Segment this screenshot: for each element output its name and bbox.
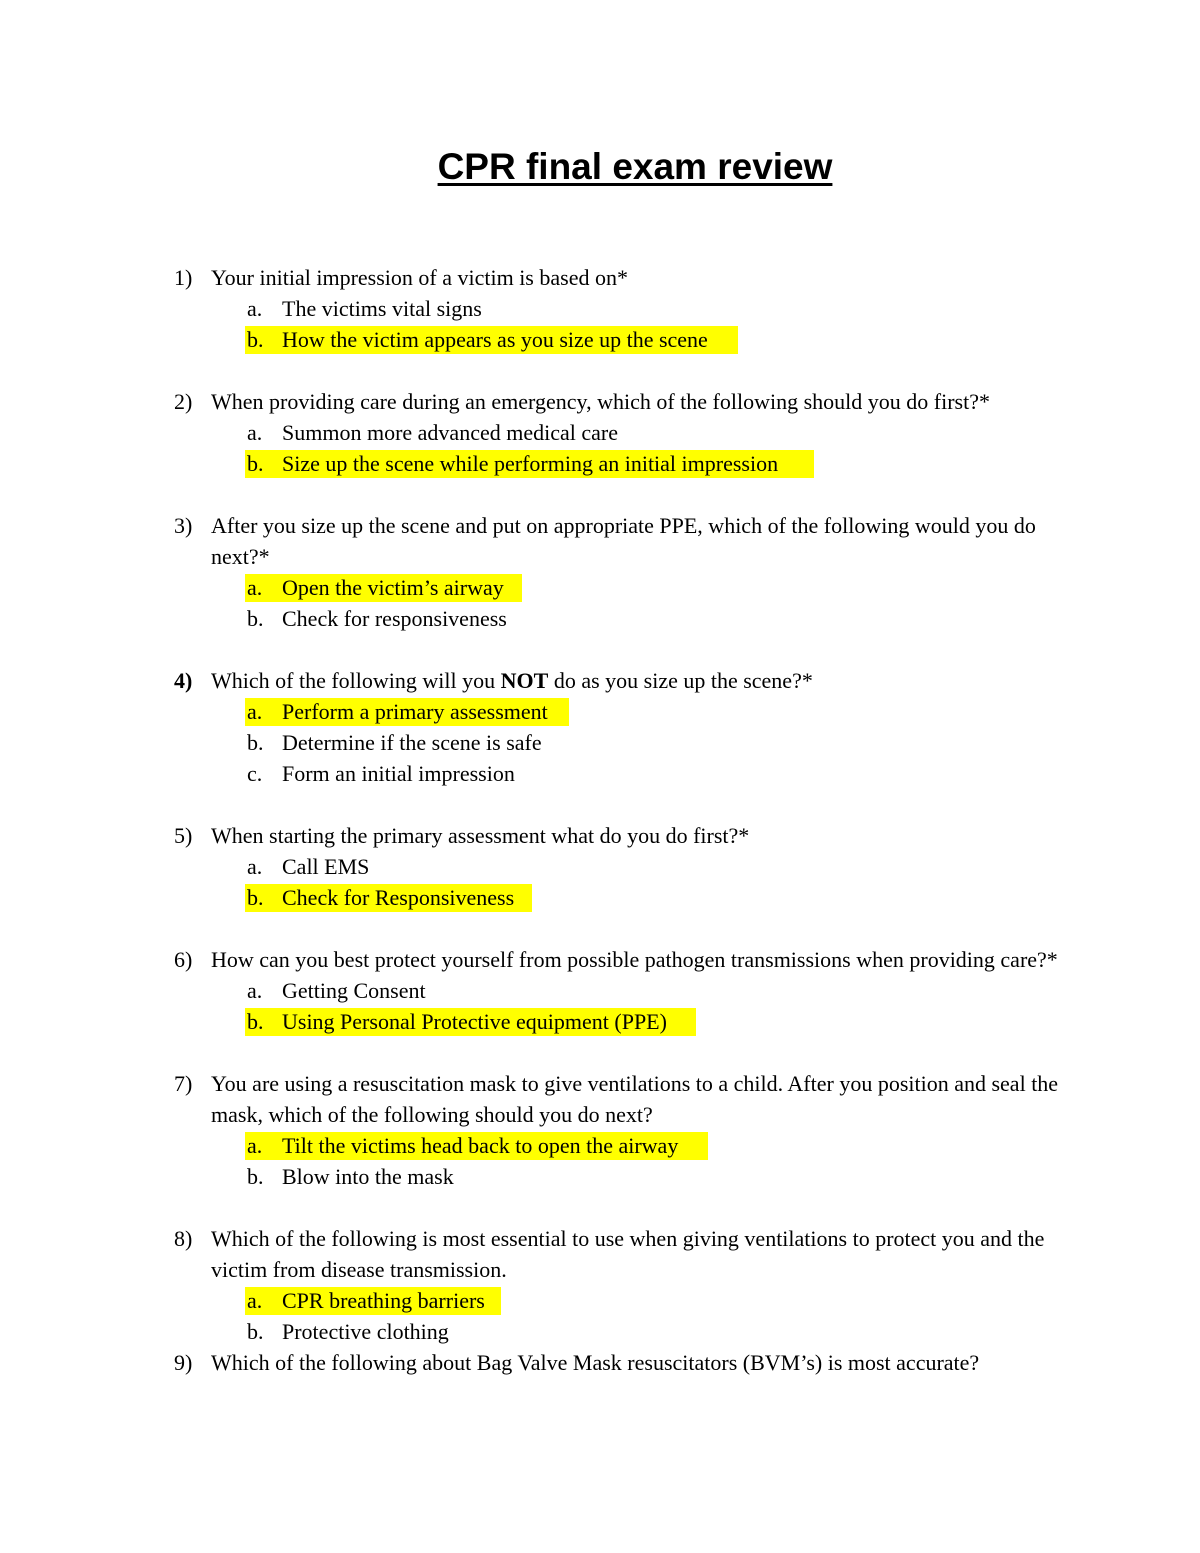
- option-letter: a.: [247, 420, 263, 445]
- option-letter: a.: [247, 575, 263, 600]
- question-1: [0, 262, 1200, 355]
- answer-option-correct: [0, 1006, 1200, 1037]
- option-text: Protective clothing: [282, 1319, 449, 1344]
- option-text: CPR breathing barriers: [282, 1288, 485, 1313]
- question-9: [0, 1347, 1200, 1378]
- option-text: Open the victim’s airway: [282, 575, 504, 600]
- answer-option: [0, 1161, 1200, 1192]
- question-number: 8): [174, 1226, 193, 1251]
- question-2: [0, 386, 1200, 479]
- option-text: Blow into the mask: [282, 1164, 454, 1189]
- option-letter: a.: [247, 1288, 263, 1313]
- answer-options: [0, 417, 1200, 479]
- answer-options: [0, 975, 1200, 1037]
- question-number: 7): [174, 1071, 193, 1096]
- page-title: CPR final exam review: [437, 146, 833, 187]
- option-text: Using Personal Protective equipment (PPE): [282, 1009, 667, 1034]
- option-letter: a.: [247, 1133, 263, 1158]
- option-text: Check for responsiveness: [282, 606, 507, 631]
- option-letter: b.: [247, 1164, 264, 1189]
- answer-option-correct: [0, 882, 1200, 913]
- option-text: Call EMS: [282, 854, 370, 879]
- answer-option: [0, 293, 1200, 324]
- option-letter: a.: [247, 978, 263, 1003]
- option-text: The victims vital signs: [282, 296, 482, 321]
- question-number: 1): [174, 265, 193, 290]
- question-text: How can you best protect yourself from possible pathogen transmissions when providing care?*: [211, 947, 1058, 972]
- question-text: When providing care during an emergency, which of the following should you do first?*: [211, 389, 990, 414]
- option-letter: b.: [247, 885, 264, 910]
- option-letter: b.: [247, 1009, 264, 1034]
- question-text: Your initial impression of a victim is based on*: [211, 265, 628, 290]
- option-text: Tilt the victims head back to open the airway: [282, 1133, 679, 1158]
- answer-option: [0, 975, 1200, 1006]
- question-8: [0, 1223, 1200, 1347]
- answer-options: [0, 572, 1200, 634]
- option-letter: b.: [247, 451, 264, 476]
- option-text: How the victim appears as you size up the scene: [282, 327, 708, 352]
- option-letter: a.: [247, 699, 263, 724]
- option-letter: c.: [247, 761, 263, 786]
- answer-option: [0, 727, 1200, 758]
- question-4: [0, 665, 1200, 789]
- question-3: [0, 510, 1200, 634]
- option-letter: b.: [247, 730, 264, 755]
- option-text: Perform a primary assessment: [282, 699, 548, 724]
- answer-options: [0, 851, 1200, 913]
- answer-options: [0, 293, 1200, 355]
- answer-option: [0, 1316, 1200, 1347]
- question-text: After you size up the scene and put on appropriate PPE, which of the following would you do next?*: [211, 513, 1036, 569]
- question-text: When starting the primary assessment what do you do first?*: [211, 823, 750, 848]
- question-6: [0, 944, 1200, 1037]
- answer-options: [0, 1285, 1200, 1347]
- option-text: Determine if the scene is safe: [282, 730, 542, 755]
- answer-option: [0, 851, 1200, 882]
- emphasis-not: NOT: [500, 668, 549, 693]
- question-number: 5): [174, 823, 193, 848]
- question-text: You are using a resuscitation mask to give ventilations to a child. After you position and seal the mask, which of the following should you do next?: [211, 1071, 1059, 1127]
- answer-options: [0, 1130, 1200, 1192]
- option-letter: a.: [247, 854, 263, 879]
- question-number: 4): [174, 668, 193, 693]
- answer-option-correct: [0, 696, 1200, 727]
- option-text: Size up the scene while performing an initial impression: [282, 451, 779, 476]
- question-number: 9): [174, 1350, 193, 1375]
- option-text: Check for Responsiveness: [282, 885, 515, 910]
- question-list: [0, 262, 1200, 1378]
- option-letter: b.: [247, 606, 264, 631]
- option-letter: b.: [247, 1319, 264, 1344]
- answer-option-correct: [0, 324, 1200, 355]
- question-5: [0, 820, 1200, 913]
- option-text: Summon more advanced medical care: [282, 420, 618, 445]
- question-7: [0, 1068, 1200, 1192]
- answer-option: [0, 417, 1200, 448]
- answer-option: [0, 758, 1200, 789]
- answer-option-correct: [0, 448, 1200, 479]
- answer-options: [0, 696, 1200, 789]
- option-letter: b.: [247, 327, 264, 352]
- question-text: Which of the following is most essential to use when giving ventilations to protect you and the victim from disease transmission.: [211, 1226, 1045, 1282]
- answer-option-correct: [0, 572, 1200, 603]
- answer-option-correct: [0, 1285, 1200, 1316]
- question-text: Which of the following will you NOT do as you size up the scene?*: [211, 668, 813, 693]
- question-number: 6): [174, 947, 193, 972]
- answer-option-correct: [0, 1130, 1200, 1161]
- option-text: Getting Consent: [282, 978, 426, 1003]
- question-number: 2): [174, 389, 193, 414]
- option-text: Form an initial impression: [282, 761, 515, 786]
- answer-option: [0, 603, 1200, 634]
- question-number: 3): [174, 513, 193, 538]
- option-letter: a.: [247, 296, 263, 321]
- question-text: Which of the following about Bag Valve Mask resuscitators (BVM’s) is most accurate?: [211, 1350, 980, 1375]
